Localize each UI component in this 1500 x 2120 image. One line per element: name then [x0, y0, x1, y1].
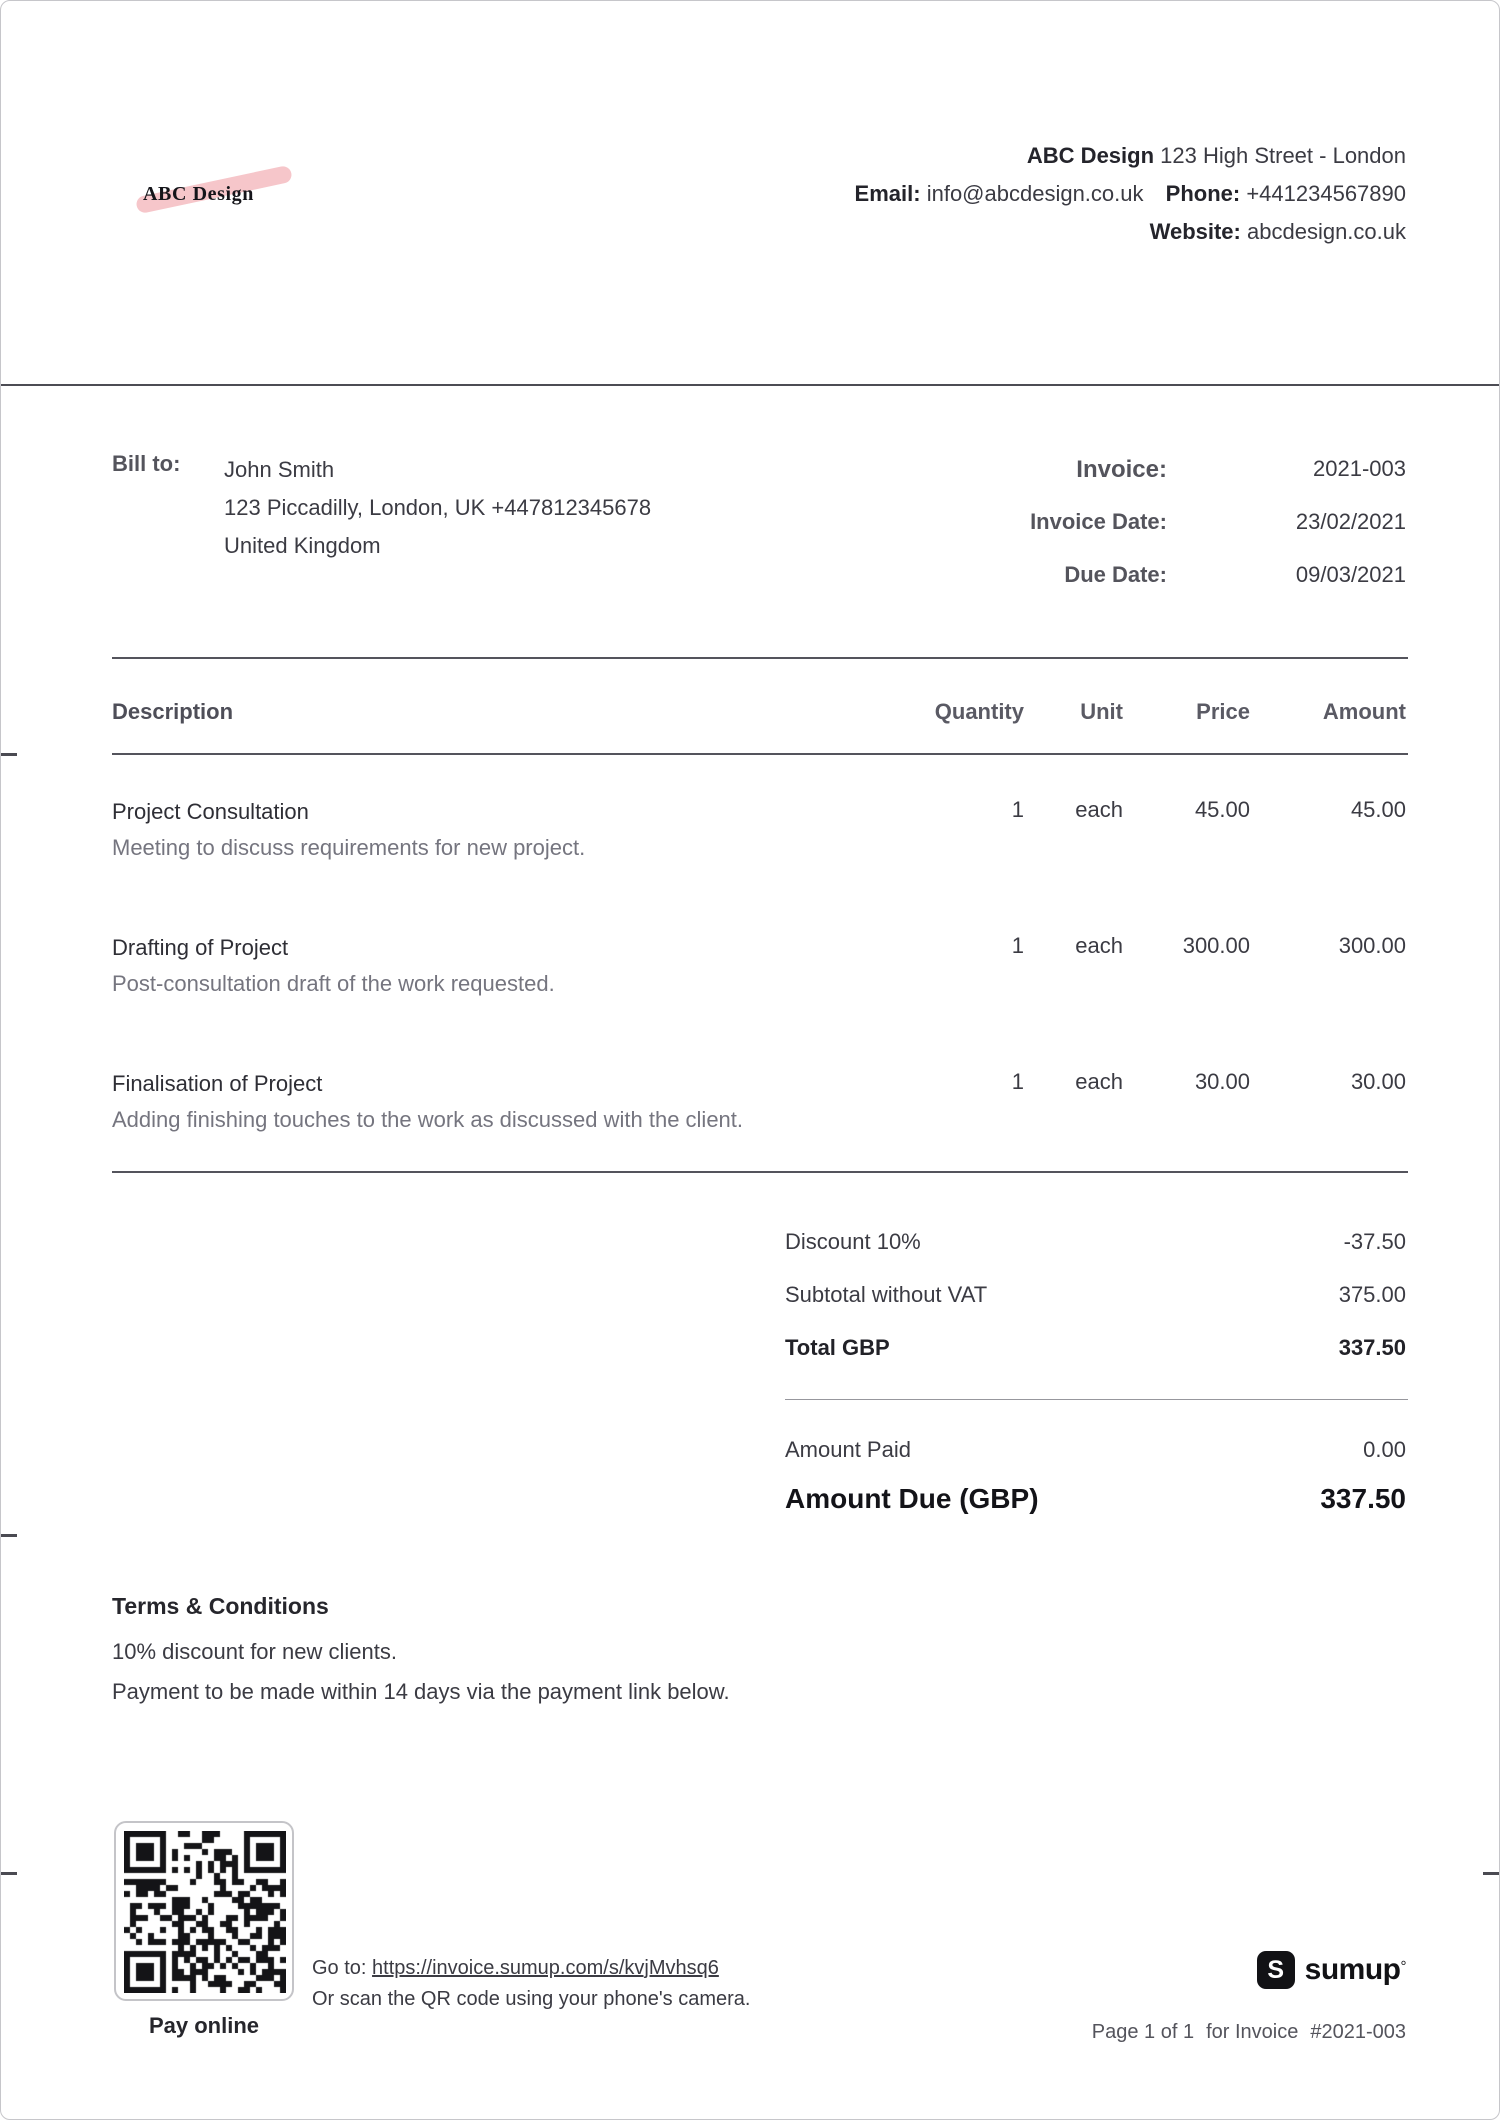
- item-price: 300.00: [1182, 933, 1250, 958]
- company-info: [855, 137, 1406, 251]
- due-date-label: Due Date:: [1064, 562, 1167, 587]
- item-quantity: 1: [1011, 1069, 1024, 1094]
- table-row: [112, 933, 1406, 997]
- company-phone: +441234567890: [1246, 181, 1406, 206]
- customer-country: United Kingdom: [224, 533, 381, 558]
- amount-due-value: 337.50: [1320, 1483, 1406, 1514]
- amount-due-label: Amount Due (GBP): [785, 1483, 1039, 1514]
- subtotal-label: Subtotal without VAT: [785, 1282, 988, 1307]
- due-date-row: [886, 562, 1406, 588]
- discount-row: [785, 1229, 1406, 1255]
- page-edge-tick: [1, 1534, 17, 1537]
- qr-code: [124, 1831, 286, 1993]
- invoice-date-label: Invoice Date:: [1030, 509, 1167, 534]
- subtotal-value: 375.00: [1338, 1282, 1406, 1307]
- item-quantity: 1: [1011, 797, 1024, 822]
- invoice-date-value: 23/02/2021: [1295, 509, 1406, 534]
- page-info-for: for Invoice: [1206, 2021, 1299, 2043]
- amount-due-row: [785, 1483, 1406, 1515]
- subtotal-row: [785, 1282, 1406, 1308]
- item-quantity: 1: [1011, 933, 1024, 958]
- total-label: Total GBP: [785, 1335, 890, 1360]
- terms-line-1: 10% discount for new clients.: [112, 1639, 397, 1664]
- logo-text: ABC Design: [143, 183, 255, 205]
- goto-label: Go to:: [312, 1957, 367, 1979]
- scan-instruction: Or scan the QR code using your phone's camera.: [312, 1988, 751, 2010]
- payment-link-block: [312, 1953, 751, 2015]
- item-description: Post-consultation draft of the work requested.: [112, 971, 555, 996]
- item-unit: each: [1075, 933, 1123, 958]
- item-amount: 300.00: [1338, 933, 1406, 958]
- item-title: Finalisation of Project: [112, 1071, 323, 1096]
- item-title: Project Consultation: [112, 799, 309, 824]
- bill-to-block: [224, 451, 651, 565]
- table-top-divider: [112, 657, 1408, 659]
- sumup-brand: [1257, 1951, 1406, 1989]
- item-price: 30.00: [1194, 1069, 1250, 1094]
- customer-address: 123 Piccadilly, London, UK +447812345678: [224, 495, 652, 520]
- item-price: 45.00: [1194, 797, 1250, 822]
- header-description: Description: [112, 699, 234, 724]
- company-address-line: [855, 137, 1406, 175]
- company-website-line: [855, 213, 1406, 251]
- terms-heading: Terms & Conditions: [112, 1593, 329, 1619]
- goto-line: [312, 1953, 751, 1984]
- website-label: Website:: [1149, 219, 1241, 244]
- page-edge-tick: [1483, 1872, 1499, 1875]
- item-description: Adding finishing touches to the work as discussed with the client.: [112, 1107, 744, 1132]
- header-price: Price: [1196, 699, 1250, 724]
- company-address: 123 High Street - London: [1160, 143, 1406, 168]
- totals-divider: [785, 1399, 1408, 1400]
- page-info: [1092, 2021, 1406, 2044]
- page-edge-tick: [1, 1872, 17, 1875]
- item-unit: each: [1075, 1069, 1123, 1094]
- discount-label: Discount 10%: [785, 1229, 921, 1254]
- sumup-icon-letter: S: [1267, 1955, 1284, 1984]
- page-edge-tick: [1, 753, 17, 756]
- header-unit: Unit: [1080, 699, 1123, 724]
- company-contact-line: [855, 175, 1406, 213]
- header-divider: [1, 384, 1500, 386]
- table-header-divider: [112, 753, 1408, 755]
- bill-to-label: Bill to:: [112, 451, 181, 476]
- item-description: Meeting to discuss requirements for new project.: [112, 835, 586, 860]
- invoice-number-label: Invoice:: [1076, 456, 1167, 483]
- header-amount: Amount: [1322, 699, 1406, 724]
- phone-label: Phone:: [1165, 181, 1241, 206]
- item-amount: 45.00: [1350, 797, 1406, 822]
- company-logo: [131, 161, 331, 225]
- sumup-trademark: °: [1400, 1958, 1406, 1975]
- terms-line-2: Payment to be made within 14 days via the payment link below.: [112, 1679, 730, 1704]
- pay-online-label: Pay online: [148, 2013, 260, 2038]
- company-email: info@abcdesign.co.uk: [926, 181, 1144, 206]
- header-quantity: Quantity: [934, 699, 1024, 724]
- invoice-number-value: 2021-003: [1313, 456, 1406, 481]
- item-unit: each: [1075, 797, 1123, 822]
- sumup-logo-icon: [1257, 1951, 1295, 1989]
- total-value: 337.50: [1338, 1335, 1406, 1360]
- amount-paid-label: Amount Paid: [785, 1437, 911, 1462]
- table-bottom-divider: [112, 1171, 1408, 1173]
- sumup-word-text: sumup: [1304, 1953, 1401, 1986]
- company-website: abcdesign.co.uk: [1247, 219, 1406, 244]
- payment-link[interactable]: https://invoice.sumup.com/s/kvjMvhsq6: [372, 1957, 719, 1979]
- invoice-date-row: [886, 509, 1406, 535]
- page-info-invoice-ref: #2021-003: [1310, 2021, 1406, 2043]
- amount-paid-row: [785, 1437, 1406, 1463]
- table-row: [112, 797, 1406, 861]
- qr-code-box: [114, 1821, 294, 2001]
- table-row: [112, 1069, 1406, 1133]
- email-label: Email:: [854, 181, 921, 206]
- total-row: [785, 1335, 1406, 1361]
- discount-value: -37.50: [1343, 1229, 1406, 1254]
- item-amount: 30.00: [1350, 1069, 1406, 1094]
- sumup-wordmark: [1305, 1953, 1406, 1987]
- customer-name: John Smith: [224, 457, 335, 482]
- amount-paid-value: 0.00: [1363, 1437, 1406, 1462]
- invoice-number-row: [886, 456, 1406, 484]
- page-number: Page 1 of 1: [1091, 2021, 1195, 2043]
- item-title: Drafting of Project: [112, 935, 289, 960]
- company-name: ABC Design: [1026, 143, 1155, 168]
- due-date-value: 09/03/2021: [1295, 562, 1406, 587]
